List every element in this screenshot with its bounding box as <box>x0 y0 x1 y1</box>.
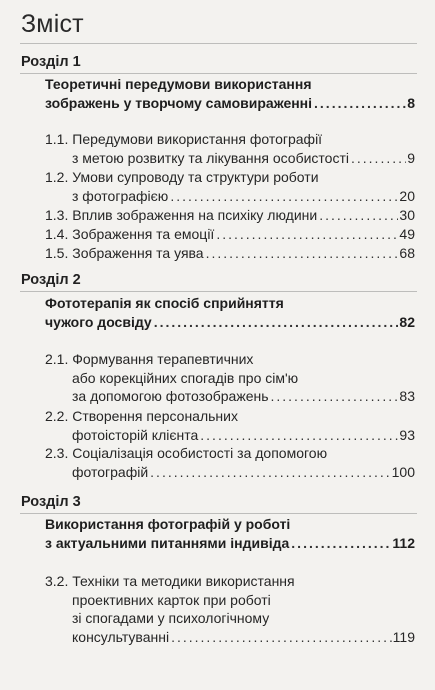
entry-line: фотоісторій клієнта <box>72 426 199 443</box>
entry-text: Вплив зображення на психіку людини <box>72 207 318 223</box>
toc-entry-2-3[interactable] <box>45 444 415 481</box>
entry-line <box>45 572 415 591</box>
section-number: 3.2. <box>45 573 69 589</box>
page-number: 82 <box>399 313 415 330</box>
page-number: 112 <box>392 534 415 551</box>
entry-line: чужого досвіду <box>45 313 152 330</box>
section-number: 2.3. <box>45 445 69 461</box>
section-number: 1.4. <box>45 226 69 242</box>
page-number: 8 <box>407 94 415 111</box>
dot-leader <box>319 206 398 225</box>
page-number: 30 <box>399 207 415 223</box>
entry-line: консультуванні <box>72 628 170 645</box>
dot-leader <box>150 463 390 482</box>
toc-entry-2-2[interactable] <box>45 407 415 444</box>
dot-leader <box>314 94 406 113</box>
dot-leader <box>206 244 399 263</box>
entry-line <box>45 407 415 426</box>
entry-line <box>45 444 415 463</box>
entry-text: Формування терапевтичних <box>72 351 254 367</box>
page-number: 9 <box>407 149 415 166</box>
toc-entry-main-2[interactable] <box>45 294 415 331</box>
dot-leader <box>170 187 398 206</box>
title-rule <box>20 43 417 44</box>
entry-text: Створення персональних <box>72 408 238 424</box>
entry-line: зі спогадами у психологічному <box>72 610 270 626</box>
toc-entry-3-2[interactable] <box>45 572 415 646</box>
toc-entry-main-1[interactable] <box>45 75 415 112</box>
section-rule-3 <box>20 513 417 514</box>
section-number: 2.2. <box>45 408 69 424</box>
entry-line: Фототерапія як спосіб сприйняття <box>45 295 284 311</box>
entry-line: Використання фотографій у роботі <box>45 516 291 532</box>
entry-text: Соціалізація особистості за допомогою <box>72 445 328 461</box>
section-heading-2: Розділ 2 <box>21 272 81 288</box>
entry-line <box>45 130 415 149</box>
page-title: Зміст <box>21 10 84 38</box>
section-number: 2.1. <box>45 351 69 367</box>
toc-entry-1-4[interactable] <box>45 225 415 244</box>
entry-text: Умови супроводу та структури роботи <box>72 169 319 185</box>
entry-line: з фотографією <box>72 187 169 204</box>
dot-leader <box>351 149 406 168</box>
entry-line: Теоретичні передумови використання <box>45 76 312 92</box>
section-rule-1 <box>20 73 417 74</box>
section-rule-2 <box>20 291 417 292</box>
entry-text: Зображення та уява <box>72 245 204 261</box>
entry-line: зображень у творчому самовираженні <box>45 94 313 111</box>
entry-line <box>45 350 415 369</box>
section-number: 1.2. <box>45 169 69 185</box>
toc-entry-1-2[interactable] <box>45 168 415 205</box>
section-heading-3: Розділ 3 <box>21 494 81 510</box>
page-number: 20 <box>399 187 415 204</box>
entry-text: Передумови використання фотографії <box>72 131 323 147</box>
entry-line: за допомогою фотозображень <box>72 388 269 404</box>
page-number: 49 <box>399 226 415 242</box>
entry-line: з актуальними питаннями індивіда <box>45 534 290 551</box>
section-heading-1: Розділ 1 <box>21 54 81 70</box>
dot-leader <box>271 387 399 406</box>
page-number: 68 <box>399 245 415 261</box>
dot-leader <box>171 628 392 647</box>
toc-entry-main-3[interactable] <box>45 515 415 552</box>
page-number: 119 <box>392 628 415 645</box>
page-number: 100 <box>391 463 415 480</box>
entry-line: проективних карток при роботі <box>72 591 271 608</box>
toc-entry-2-1[interactable] <box>45 350 415 406</box>
toc-entry-1-3[interactable] <box>45 206 415 225</box>
section-number: 1.5. <box>45 245 69 261</box>
entry-line: або корекційних спогадів про сім'ю <box>72 369 299 386</box>
entry-line <box>45 168 415 187</box>
toc-entry-1-1[interactable] <box>45 130 415 167</box>
entry-line: з метою розвитку та лікування особистості <box>72 149 349 166</box>
dot-leader <box>200 426 398 445</box>
dot-leader <box>216 225 398 244</box>
entry-text: Зображення та емоції <box>72 226 215 242</box>
dot-leader <box>291 534 391 553</box>
entry-line: фотографій <box>72 463 149 480</box>
dot-leader <box>154 313 399 332</box>
entry-text: Техніки та методики використання <box>72 573 295 589</box>
toc-entry-1-5[interactable] <box>45 244 415 263</box>
section-number: 1.3. <box>45 207 69 223</box>
page-number: 93 <box>399 426 415 443</box>
section-number: 1.1. <box>45 131 69 147</box>
page-number: 83 <box>399 388 415 404</box>
